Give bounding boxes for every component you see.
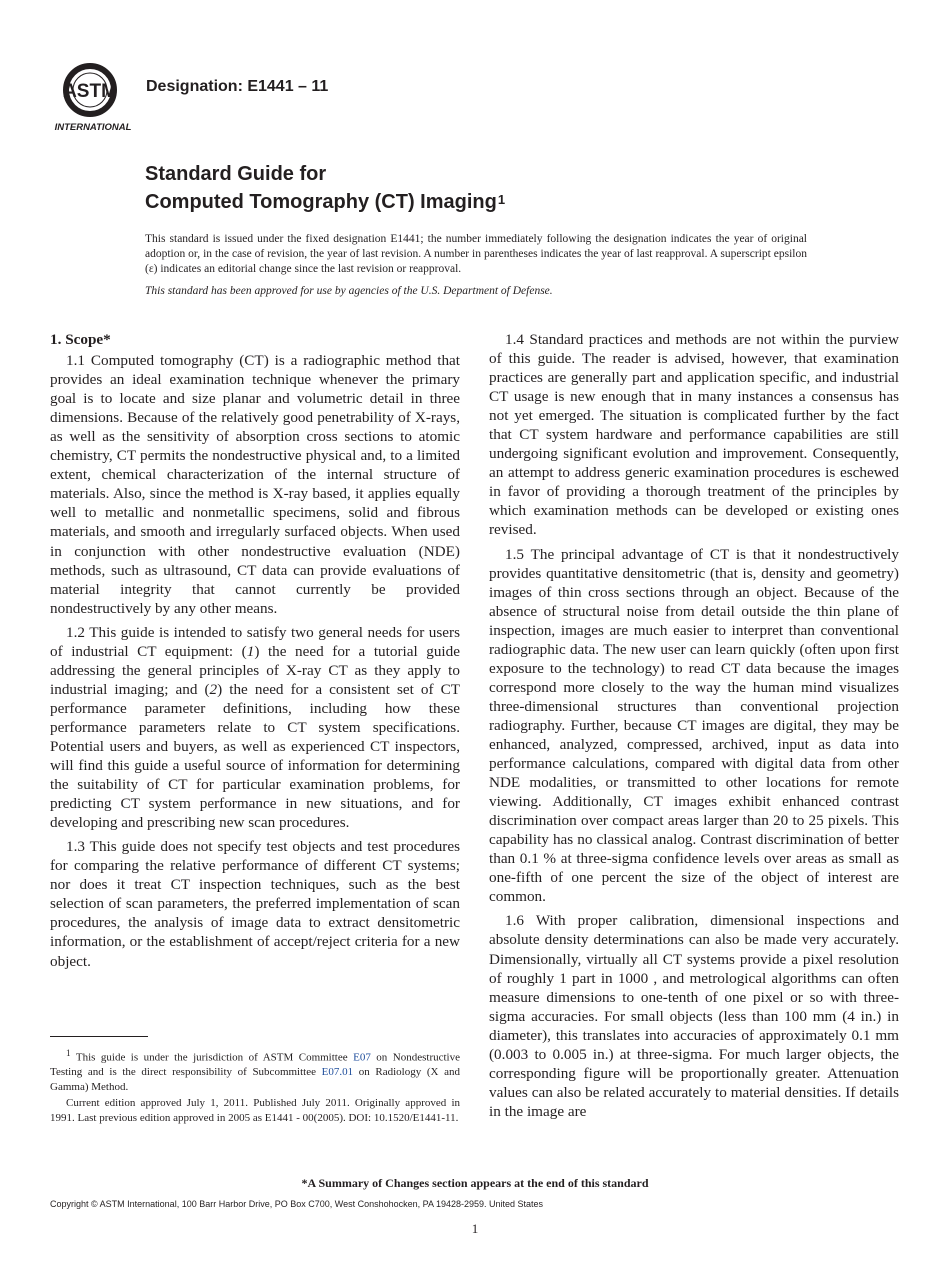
summary-of-changes-notice: *A Summary of Changes section appears at the end of this standard — [301, 1176, 649, 1190]
p1-2-item-2: 2 — [209, 680, 218, 698]
footnote-edition: Current edition approved July 1, 2011. Published July 2011. Originally approved in 1991. Last previous edition approved in 2005 as E1441 - 00(2005). DOI: 10.1520/E1441-11. — [50, 1097, 460, 1124]
paragraph-1-2 — [50, 623, 460, 833]
committee-e07-link[interactable]: E07 — [353, 1051, 371, 1064]
paragraph-1-6: 1.6 With proper calibration, dimensional inspections and absolute density determinations can also be made very accurately. Dimensionally, virtually all CT systems provide a pixel resolution of roughly 1 part in 1000 , and metrological algorithms can often measure dimensions to one-tenth of one pixel or so with three-sigma accuracies. For small objects (less than 100 mm (4 in.) in diameter), this translates into accuracies of approximately 0.1 mm (0.003 to 0.005 in.) at three-sigma. For much larger objects, the corresponding figure will be proportionally greater. Attenuation values can also be related accurately to material densities. If details in the image are — [489, 912, 899, 1120]
footnote-1 — [50, 1046, 460, 1094]
footnote-divider — [50, 1036, 148, 1037]
right-column — [489, 330, 899, 1126]
paragraph-1-4: 1.4 Standard practices and methods are not within the purview of this guide. The reader is advised, however, that examination practices are generally part and application specific, and industrial CT usage is new enough that in many instances a consensus has not yet emerged. The situation is complicated further by the fact that CT system hardware and performance capabilities are still undergoing significant evolution and improvement. Consequently, an attempt to address generic examination procedures is eschewed in favor of providing a thorough treatment of the principles by which examination methods can be developed or existing ones revised. — [489, 331, 899, 539]
logo-text: ASTM — [63, 81, 117, 102]
astm-logo — [52, 60, 134, 132]
footnote-1-part-c: on Radiology (X and Gamma) Method. — [50, 1066, 460, 1093]
copyright: Copyright © ASTM International, 100 Barr Harbor Drive, PO Box C700, West Conshohocken, PA 19428-2959. United States — [50, 1199, 544, 1209]
footnote-1-mark: 1 — [66, 1048, 71, 1058]
footnotes — [50, 1046, 460, 1127]
dod-approval-notice: This standard has been approved for use by agencies of the U.S. Department of Defense. — [145, 285, 553, 297]
p1-2-part-b: ) the need for a tutorial guide addressing the general principles of X-ray CT as they apply to industrial imaging; and ( — [50, 642, 460, 698]
title-footnote-mark: 1 — [497, 192, 506, 207]
paragraph-1-1: 1.1 Computed tomography (CT) is a radiographic method that provides an ideal examination technique whenever the primary goal is to locate and size planar and volumetric detail in three dimensions. Because of the relatively good penetrability of X-rays, as well as the sensitivity of absorption cross sections to atomic chemistry, CT permits the nondestructive physical and, to a limited extent, chemical characterization of the internal structure of materials. Also, since the method is X-ray based, it applies equally well to metallic and nonmetallic specimens, solid and fibrous materials, and smooth and irregularly surfaced objects. When used in conjunction with other nondestructive evaluation (NDE) methods, such as ultrasound, CT data can provide evaluations of material integrity that cannot currently be provided nondestructively by any other means. — [50, 352, 460, 617]
title-line-2 — [145, 188, 505, 216]
p1-2-part-a: 1.2 This guide is intended to satisfy two general needs for users of industrial CT equipment: ( — [50, 623, 460, 660]
designation-notice: This standard is issued under the fixed designation E1441; the number immediately following the designation indicates the year of original adoption or, in the case of revision, the year of last revision. A number in parentheses indicates the year of last reapproval. A superscript epsilon (ε) indicates an editorial change since the last revision or reapproval. — [145, 233, 807, 275]
footnote-1-part-a: This guide is under the jurisdiction of ASTM Committee — [70, 1051, 354, 1064]
left-column — [50, 330, 460, 976]
paragraph-1-3: 1.3 This guide does not specify test objects and test procedures for comparing the relative performance of different CT systems; nor does it treat CT inspection techniques, such as the best selection of scan parameters, the preferred implementation of scan procedures, the analysis of image data to extract densitometric information, or the establishment of accept/reject criteria for a new object. — [50, 838, 460, 970]
footnote-1-part-b: on Nondestructive Testing and is the direct responsibility of Subcommittee — [50, 1051, 460, 1079]
p1-2-item-1: 1 — [246, 642, 255, 660]
p1-2-part-c: ) the need for a consistent set of CT performance parameter definitions, including how these performance parameters relate to CT system specifications. Potential users and buyers, as well as experienced CT inspectors, will find this guide a useful source of information for determining the suitability of CT for particular examination problems, for predicting CT system performance in new situations, and for developing and prescribing new scan procedures. — [50, 680, 460, 832]
designation: Designation: E1441 – 11 — [146, 78, 329, 95]
section-heading-scope: 1. Scope* — [50, 331, 111, 348]
document-title — [145, 160, 505, 216]
logo-subtext: INTERNATIONAL — [54, 122, 132, 132]
title-line-1: Standard Guide for — [145, 163, 327, 185]
subcommittee-e07-01-link[interactable]: E07.01 — [321, 1066, 354, 1079]
title-line-2-text: Computed Tomography (CT) Imaging — [145, 191, 497, 213]
paragraph-1-5: 1.5 The principal advantage of CT is that it nondestructively provides quantitative densitometric (that is, density and geometry) images of thin cross sections through an object. Because of the absence of structural noise from detail outside the thin plane of inspection, images are much easier to interpret than conventional radiographic data. The new user can learn quickly (often upon first exposure to the technology) to read CT data because the images correspond more closely to the way the human mind visualizes three-dimensional structures than conventional projection radiography. Further, because CT images are digital, they may be enhanced, analyzed, compressed, archived, input as data into performance calculations, compared with digital data from other NDE modalities, or transmitted to other locations for remote viewing. Additionally, CT images exhibit enhanced contrast discrimination over compact areas larger than 20 to 25 pixels. This capability has no classical analog. Contrast discrimination of better than 0.1 % at three-sigma confidence levels over areas as small as one-fifth of one percent the size of the object of interest are common. — [489, 545, 899, 906]
page-number: 1 — [471, 1221, 479, 1236]
